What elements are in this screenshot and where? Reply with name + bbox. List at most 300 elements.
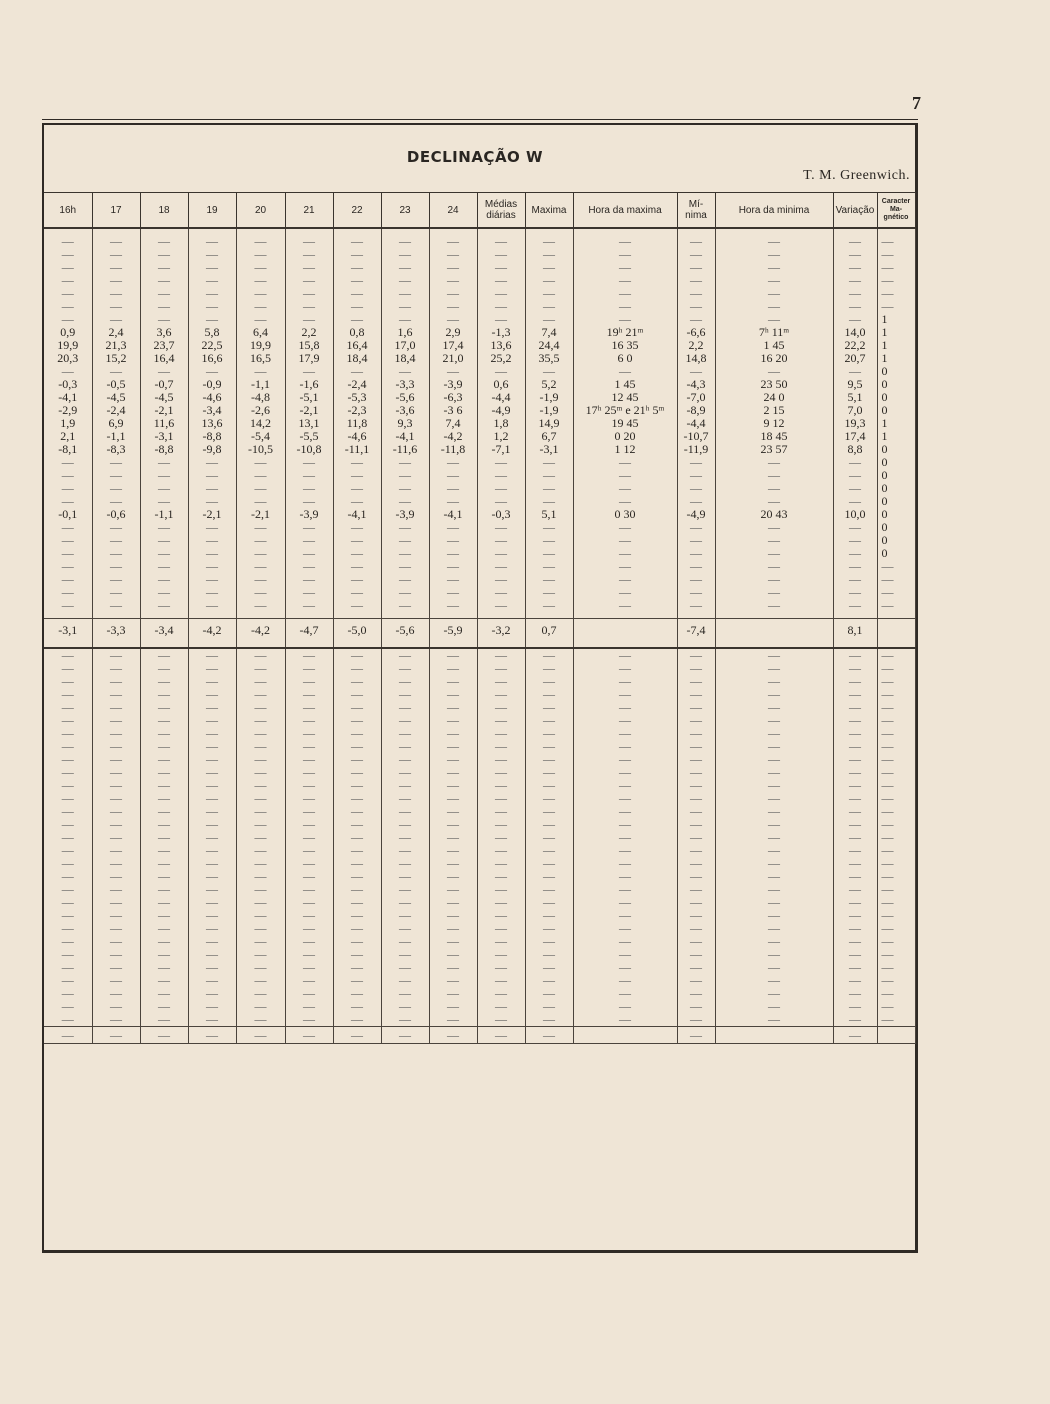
table-cell: — (44, 560, 92, 573)
table-cell: — (381, 1000, 429, 1013)
table-cell: — (140, 961, 188, 974)
table-cell: — (833, 1013, 877, 1027)
table-cell: — (477, 495, 525, 508)
table-cell: — (677, 235, 715, 248)
table-cell: — (715, 495, 833, 508)
table-cell: — (285, 495, 333, 508)
table-cell: — (236, 547, 285, 560)
table-cell: 1 (877, 339, 915, 352)
table-cell: — (833, 766, 877, 779)
table-cell: — (477, 896, 525, 909)
table-cell: -5,3 (333, 391, 381, 404)
table-row (44, 534, 915, 547)
table-cell: — (188, 534, 236, 547)
table-cell: — (715, 521, 833, 534)
table-cell: — (877, 714, 915, 727)
table-cell: — (333, 534, 381, 547)
table-cell: — (236, 935, 285, 948)
declination-table (44, 192, 916, 1044)
table-cell: — (477, 779, 525, 792)
table-cell: — (381, 586, 429, 599)
table-cell: — (477, 560, 525, 573)
table-cell: — (573, 779, 677, 792)
table-cell: — (477, 1013, 525, 1027)
table-cell: — (140, 1000, 188, 1013)
table-cell: — (477, 857, 525, 870)
table-cell: — (140, 792, 188, 805)
table-cell: — (285, 586, 333, 599)
table-cell: — (525, 909, 573, 922)
table-cell: — (381, 727, 429, 740)
table-cell: — (236, 870, 285, 883)
table-cell: -3,1 (525, 443, 573, 456)
table-cell: — (92, 235, 140, 248)
table-cell: — (525, 935, 573, 948)
table-cell: -5,9 (429, 619, 477, 642)
table-row (44, 857, 915, 870)
table-cell: — (44, 896, 92, 909)
table-cell: — (677, 766, 715, 779)
column-header: 16h (44, 193, 92, 229)
table-cell: — (525, 779, 573, 792)
table-cell: — (236, 844, 285, 857)
table-cell: — (188, 961, 236, 974)
table-cell: — (573, 714, 677, 727)
column-header: Maxima (525, 193, 573, 229)
table-cell: — (188, 469, 236, 482)
table-cell: — (573, 818, 677, 831)
table-cell: — (429, 896, 477, 909)
table-cell: — (188, 248, 236, 261)
table-cell: — (525, 961, 573, 974)
table-cell: — (877, 857, 915, 870)
table-cell: — (44, 365, 92, 378)
table-cell: 14,2 (236, 417, 285, 430)
table-cell: — (429, 675, 477, 688)
table-cell: — (285, 766, 333, 779)
table-cell: — (140, 274, 188, 287)
table-cell: — (333, 648, 381, 662)
table-cell: — (140, 779, 188, 792)
table-cell: — (236, 974, 285, 987)
table-cell: — (285, 805, 333, 818)
table-cell: — (833, 922, 877, 935)
table-cell: 5,1 (833, 391, 877, 404)
table-cell: — (92, 313, 140, 326)
table-cell: — (236, 688, 285, 701)
table-cell: — (333, 495, 381, 508)
table-cell: — (525, 974, 573, 987)
table-cell: — (477, 274, 525, 287)
table-cell: — (677, 987, 715, 1000)
table-cell: — (429, 831, 477, 844)
table-cell: — (381, 948, 429, 961)
table-cell: 17,9 (285, 352, 333, 365)
table-row (44, 675, 915, 688)
table-cell: 14,9 (525, 417, 573, 430)
table-cell: — (715, 1013, 833, 1027)
table-cell: — (573, 792, 677, 805)
table-cell: 16 20 (715, 352, 833, 365)
table-cell: — (429, 313, 477, 326)
column-header: 20 (236, 193, 285, 229)
table-row (44, 456, 915, 469)
table-cell: — (285, 857, 333, 870)
table-cell: -4,4 (477, 391, 525, 404)
spacer-row (44, 228, 915, 235)
table-cell: -4,9 (677, 508, 715, 521)
table-cell: — (92, 818, 140, 831)
table-cell: — (92, 948, 140, 961)
table-cell: — (44, 586, 92, 599)
table-cell: — (573, 987, 677, 1000)
table-cell: — (877, 599, 915, 612)
table-cell: — (525, 922, 573, 935)
table-cell: — (285, 779, 333, 792)
table-cell: — (236, 495, 285, 508)
table-cell: — (477, 961, 525, 974)
table-cell: — (715, 482, 833, 495)
table-cell: -6,6 (677, 326, 715, 339)
table-cell: — (44, 857, 92, 870)
table-cell: — (677, 727, 715, 740)
table-cell: — (285, 961, 333, 974)
table-cell: — (92, 701, 140, 714)
table-cell: — (44, 675, 92, 688)
table-cell: — (715, 287, 833, 300)
table-cell: -0,9 (188, 378, 236, 391)
table-cell: — (140, 740, 188, 753)
table-cell: — (140, 586, 188, 599)
table-cell (877, 619, 915, 642)
table-cell: — (429, 365, 477, 378)
table-cell: — (573, 261, 677, 274)
table-cell: — (236, 1013, 285, 1027)
table-cell: — (677, 560, 715, 573)
table-cell: — (833, 261, 877, 274)
table-cell: — (236, 792, 285, 805)
table-cell: — (525, 1027, 573, 1044)
table-cell: — (877, 818, 915, 831)
table-cell: 2,4 (92, 326, 140, 339)
table-cell: — (44, 779, 92, 792)
table-cell: 0 (877, 534, 915, 547)
table-cell: 0,8 (333, 326, 381, 339)
table-cell: — (877, 248, 915, 261)
table-cell: — (715, 896, 833, 909)
table-cell: — (44, 883, 92, 896)
table-cell: — (140, 766, 188, 779)
table-cell: 18,4 (333, 352, 381, 365)
table-cell: — (188, 521, 236, 534)
table-cell: — (140, 560, 188, 573)
table-cell: — (92, 521, 140, 534)
table-cell: — (573, 961, 677, 974)
table-cell: — (381, 300, 429, 313)
table-cell: 20,7 (833, 352, 877, 365)
table-cell: — (333, 935, 381, 948)
table-cell: — (140, 688, 188, 701)
table-cell: 23 57 (715, 443, 833, 456)
table-cell: — (381, 274, 429, 287)
table-cell: 17ʰ 25ᵐ e 21ʰ 5ᵐ (573, 404, 677, 417)
table-cell: 0 (877, 365, 915, 378)
table-cell: — (677, 599, 715, 612)
table-cell: — (573, 469, 677, 482)
table-row (44, 235, 915, 248)
table-cell: 16,4 (140, 352, 188, 365)
table-cell: — (188, 974, 236, 987)
table-cell: 16,6 (188, 352, 236, 365)
table-cell: — (833, 779, 877, 792)
table-cell: 7ʰ 11ᵐ (715, 326, 833, 339)
table-cell: — (833, 300, 877, 313)
table-cell: — (236, 987, 285, 1000)
table-cell: — (525, 547, 573, 560)
table-cell: — (677, 974, 715, 987)
table-cell: -6,3 (429, 391, 477, 404)
table-cell: — (877, 261, 915, 274)
table-cell: — (677, 300, 715, 313)
table-cell: — (573, 586, 677, 599)
table-cell: — (477, 1000, 525, 1013)
table-cell: — (44, 961, 92, 974)
table-cell: — (877, 961, 915, 974)
table-cell: — (140, 753, 188, 766)
table-cell: — (477, 300, 525, 313)
table-cell: — (381, 469, 429, 482)
table-cell: — (715, 573, 833, 586)
table-cell: — (140, 248, 188, 261)
table-cell: — (285, 521, 333, 534)
table-cell: -3,9 (381, 508, 429, 521)
table-cell: — (44, 534, 92, 547)
table-cell: — (833, 688, 877, 701)
table-cell: — (477, 688, 525, 701)
table-cell: — (236, 701, 285, 714)
table-cell: -1,6 (285, 378, 333, 391)
table-cell: — (525, 818, 573, 831)
table-cell: 9,3 (381, 417, 429, 430)
table-cell: -3,6 (381, 404, 429, 417)
table-cell: — (573, 831, 677, 844)
table-cell: 0 20 (573, 430, 677, 443)
table-cell: -3,4 (188, 404, 236, 417)
table-cell: — (285, 1027, 333, 1044)
page-subtitle: T. M. Greenwich. (803, 168, 910, 183)
table-cell: -2,1 (236, 508, 285, 521)
table-cell: — (188, 300, 236, 313)
table-cell: — (285, 482, 333, 495)
table-cell: — (429, 740, 477, 753)
table-cell: — (429, 987, 477, 1000)
table-cell: — (877, 909, 915, 922)
table-cell: — (573, 701, 677, 714)
table-row (44, 727, 915, 740)
table-cell: — (333, 248, 381, 261)
table-cell: 5,1 (525, 508, 573, 521)
table-cell: — (92, 573, 140, 586)
table-cell: -5,1 (285, 391, 333, 404)
table-cell: — (44, 521, 92, 534)
table-cell: 13,6 (477, 339, 525, 352)
column-header: Hora da minima (715, 193, 833, 229)
table-cell: — (188, 688, 236, 701)
table-cell: — (715, 857, 833, 870)
table-cell: — (573, 648, 677, 662)
table-cell: — (140, 909, 188, 922)
table-cell: -11,8 (429, 443, 477, 456)
table-cell: 1,6 (381, 326, 429, 339)
table-row (44, 274, 915, 287)
table-cell: — (573, 495, 677, 508)
table-cell (573, 619, 677, 642)
table-cell: — (92, 534, 140, 547)
table-cell: — (333, 287, 381, 300)
table-cell: — (44, 495, 92, 508)
table-cell: — (677, 573, 715, 586)
table-cell: 0 (877, 391, 915, 404)
table-cell: — (677, 261, 715, 274)
table-cell: — (236, 300, 285, 313)
table-cell: — (333, 675, 381, 688)
table-cell: 1,8 (477, 417, 525, 430)
table-cell: — (715, 248, 833, 261)
table-cell: 1 45 (573, 378, 677, 391)
table-cell: -4,8 (236, 391, 285, 404)
table-row (44, 961, 915, 974)
table-cell: — (833, 974, 877, 987)
table-cell: — (333, 274, 381, 287)
table-cell: — (429, 714, 477, 727)
table-cell: — (140, 857, 188, 870)
table-cell: — (833, 818, 877, 831)
table-cell: — (477, 727, 525, 740)
table-cell: — (477, 547, 525, 560)
column-header: 22 (333, 193, 381, 229)
table-cell: — (285, 922, 333, 935)
table-cell: — (92, 586, 140, 599)
table-cell: — (833, 573, 877, 586)
table-cell: -1,9 (525, 391, 573, 404)
table-cell: — (877, 831, 915, 844)
table-cell: — (188, 896, 236, 909)
table-cell: — (236, 599, 285, 612)
table-cell: — (715, 675, 833, 688)
table-cell: — (525, 469, 573, 482)
table-cell: 0 (877, 547, 915, 560)
table-cell: — (44, 792, 92, 805)
table-cell: — (573, 1013, 677, 1027)
table-cell: — (333, 688, 381, 701)
table-cell: — (381, 935, 429, 948)
table-cell: -3,1 (44, 619, 92, 642)
table-cell: — (677, 365, 715, 378)
table-cell: — (573, 766, 677, 779)
table-cell: — (44, 573, 92, 586)
table-cell: — (188, 727, 236, 740)
table-cell: 7,0 (833, 404, 877, 417)
table-cell: -4,7 (285, 619, 333, 642)
table-cell: — (477, 521, 525, 534)
table-cell: -8,3 (92, 443, 140, 456)
table-cell: — (285, 300, 333, 313)
table-cell: — (333, 1027, 381, 1044)
table-cell: — (140, 300, 188, 313)
table-cell: -4,5 (140, 391, 188, 404)
table-row (44, 391, 915, 404)
table-row (44, 792, 915, 805)
table-cell: — (833, 521, 877, 534)
table-cell: — (833, 727, 877, 740)
table-cell: — (429, 287, 477, 300)
table-cell: — (285, 831, 333, 844)
table-cell: — (573, 896, 677, 909)
table-cell: -3,9 (429, 378, 477, 391)
table-cell: — (333, 948, 381, 961)
table-cell: — (477, 573, 525, 586)
table-cell: — (833, 909, 877, 922)
table-cell: 0 (877, 469, 915, 482)
table-cell: -4,5 (92, 391, 140, 404)
table-cell: — (525, 313, 573, 326)
table-cell: — (140, 313, 188, 326)
table-cell: — (44, 714, 92, 727)
table-cell: — (525, 599, 573, 612)
table-cell: — (429, 701, 477, 714)
table-cell: — (285, 599, 333, 612)
table-cell: — (833, 586, 877, 599)
table-cell: — (877, 922, 915, 935)
table-cell: — (677, 1000, 715, 1013)
table-cell: — (333, 714, 381, 727)
table-cell: — (715, 688, 833, 701)
table-cell: — (333, 896, 381, 909)
table-cell: 1 (877, 430, 915, 443)
table-cell: 20 43 (715, 508, 833, 521)
table-cell: — (381, 248, 429, 261)
table-cell: — (92, 1000, 140, 1013)
column-header: 18 (140, 193, 188, 229)
table-cell: — (573, 662, 677, 675)
spacer-row (44, 641, 915, 648)
table-cell: — (677, 844, 715, 857)
table-cell: — (877, 987, 915, 1000)
table-cell: -9,8 (188, 443, 236, 456)
table-cell: — (477, 675, 525, 688)
table-cell: — (44, 727, 92, 740)
table-cell: — (92, 248, 140, 261)
table-cell: — (236, 287, 285, 300)
table-cell: — (833, 495, 877, 508)
table-cell: 13,6 (188, 417, 236, 430)
table-cell: 25,2 (477, 352, 525, 365)
table-cell: 18 45 (715, 430, 833, 443)
table-cell: 16,5 (236, 352, 285, 365)
table-cell: — (715, 805, 833, 818)
table-cell: 15,8 (285, 339, 333, 352)
table-cell: — (833, 469, 877, 482)
table-cell: -5,6 (381, 619, 429, 642)
table-cell: — (715, 300, 833, 313)
table-row (44, 521, 915, 534)
table-row (44, 378, 915, 391)
table-cell: — (188, 456, 236, 469)
table-cell: — (677, 779, 715, 792)
table-cell: — (877, 586, 915, 599)
table-cell: — (573, 248, 677, 261)
table-cell: — (573, 675, 677, 688)
